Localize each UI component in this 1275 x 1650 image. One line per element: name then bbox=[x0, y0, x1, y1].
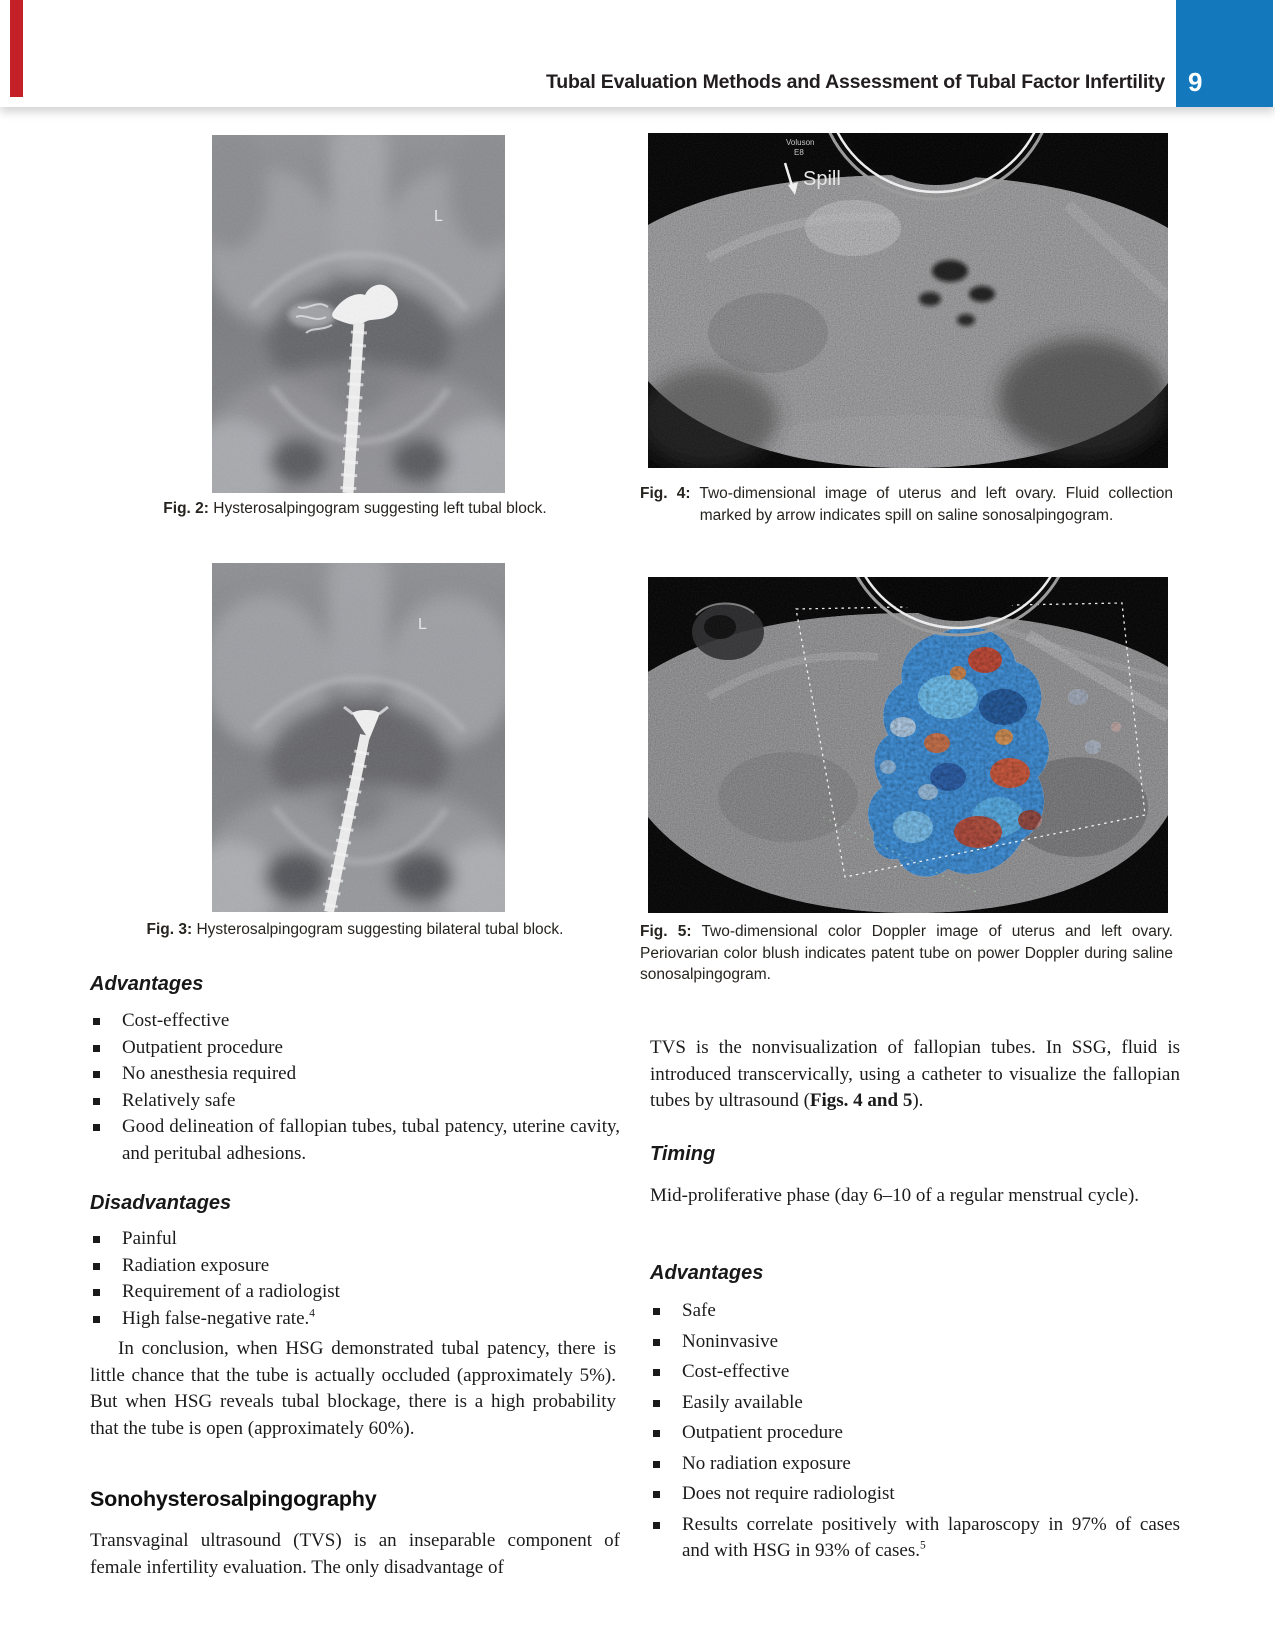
list-item-text: Good delineation of fallopian tubes, tubal patency, uterine cavity, and peritubal adhesions. bbox=[122, 1116, 620, 1164]
fig4-machine-label-line1: Voluson bbox=[786, 138, 815, 147]
tvs-paragraph-figref: Figs. 4 and 5 bbox=[809, 1090, 913, 1112]
list-item bbox=[90, 1061, 620, 1088]
list-item-text: Radiation exposure bbox=[122, 1254, 270, 1276]
list-item bbox=[90, 1253, 620, 1280]
list-item bbox=[650, 1298, 1180, 1325]
bullet-square-icon bbox=[93, 1071, 100, 1078]
bullet-square-icon bbox=[93, 1045, 100, 1052]
list-item bbox=[650, 1451, 1180, 1478]
list-item-text: Results correlate positively with laparoscopy in 97% of cases and with HSG in 93% of cases.$^5$ bbox=[682, 1513, 1180, 1561]
bullet-square-icon bbox=[93, 1263, 100, 1270]
bullet-square-icon bbox=[93, 1098, 100, 1105]
conclusion-paragraph: In conclusion, when HSG demonstrated tubal patency, there is little chance that the tube is actually occluded (approximately 5%). But when HSG reveals tubal blockage, there is a high probability that the tube is open (approximately 60%). bbox=[90, 1338, 616, 1439]
fig3-caption bbox=[90, 919, 620, 941]
list-item bbox=[650, 1390, 1180, 1417]
fig4-caption-text: Two-dimensional image of uterus and left ovary. Fluid collection marked by arrow indicates spill on saline sonosalpingogram. bbox=[690, 485, 1173, 524]
fig5-caption-label: Fig. 5: bbox=[640, 923, 692, 940]
fig4-caption-label: Fig. 4: bbox=[640, 485, 691, 502]
advantages-list-right bbox=[650, 1298, 1180, 1569]
fig4-ultrasound-image bbox=[648, 133, 1168, 468]
list-item-text: Cost-effective bbox=[122, 1010, 230, 1031]
sonohysterosalpingography-paragraph: Transvaginal ultrasound (TVS) is an inseparable component of female infertility evaluation. The only disadvantage of bbox=[90, 1530, 620, 1578]
page-number-box bbox=[1176, 0, 1273, 107]
list-item-text: Relatively safe bbox=[122, 1089, 236, 1111]
fig4-caption bbox=[640, 483, 1173, 526]
bullet-square-icon bbox=[93, 1316, 100, 1323]
bullet-square-icon bbox=[93, 1289, 100, 1296]
bullet-square-icon bbox=[653, 1369, 660, 1376]
bullet-square-icon bbox=[653, 1339, 660, 1346]
bullet-square-icon bbox=[653, 1491, 660, 1498]
fig2-xray-image bbox=[212, 135, 505, 493]
fig3-caption-text: Hysterosalpingogram suggesting bilateral tubal block. bbox=[192, 921, 564, 938]
list-item bbox=[650, 1512, 1180, 1565]
fig4-spill-annotation: Spill bbox=[803, 168, 841, 190]
fig3-side-marker: L bbox=[418, 616, 427, 633]
bullet-square-icon bbox=[93, 1124, 100, 1131]
bullet-square-icon bbox=[653, 1308, 660, 1315]
fig3-caption-label: Fig. 3: bbox=[146, 921, 193, 938]
list-item bbox=[90, 1114, 620, 1167]
fig2-caption-text: Hysterosalpingogram suggesting left tubal block. bbox=[208, 500, 547, 517]
fig2-caption bbox=[90, 498, 620, 520]
list-item-text: High false-negative rate.$^4$ bbox=[122, 1307, 315, 1329]
list-item-text: Outpatient procedure bbox=[122, 1036, 283, 1058]
list-item-text: Requirement of a radiologist bbox=[122, 1281, 340, 1302]
list-item-text: Cost-effective bbox=[682, 1361, 790, 1382]
list-item-text: Painful bbox=[122, 1228, 177, 1249]
header-red-accent-bar bbox=[10, 0, 23, 97]
list-item bbox=[90, 1088, 620, 1115]
list-item bbox=[650, 1359, 1180, 1386]
list-item bbox=[90, 1279, 620, 1306]
fig5-caption bbox=[640, 921, 1173, 986]
disadvantages-list bbox=[90, 1226, 620, 1332]
bullet-square-icon bbox=[653, 1400, 660, 1407]
list-item bbox=[90, 1035, 620, 1062]
fig5-caption-text: Two-dimensional color Doppler image of uterus and left ovary. Periovarian color blush indicates patent tube on power Doppler during saline sonosalpingogram. bbox=[640, 923, 1173, 983]
tvs-paragraph bbox=[650, 1035, 1180, 1115]
list-item bbox=[90, 1226, 620, 1253]
bullet-square-icon bbox=[653, 1522, 660, 1529]
list-item-text: No radiation exposure bbox=[682, 1452, 851, 1474]
list-item-text: Does not require radiologist bbox=[682, 1483, 895, 1504]
bullet-square-icon bbox=[653, 1461, 660, 1468]
timing-paragraph: Mid-proliferative phase (day 6–10 of a regular menstrual cycle). bbox=[650, 1185, 1140, 1206]
disadvantages-heading: Disadvantages bbox=[90, 1192, 232, 1214]
list-item bbox=[90, 1008, 620, 1035]
list-item-text: Easily available bbox=[682, 1391, 803, 1413]
running-head-title: Tubal Evaluation Methods and Assessment of Tubal Factor Infertility bbox=[546, 71, 1165, 93]
fig2-caption-label: Fig. 2: bbox=[163, 500, 209, 517]
bullet-square-icon bbox=[93, 1236, 100, 1243]
advantages-heading-left: Advantages bbox=[90, 973, 204, 995]
tvs-paragraph-text: TVS is the nonvisualization of fallopian tubes. In SSG, fluid is introduced transcervically, using a catheter to visualize the fallopian tubes by ultrasound ( bbox=[650, 1037, 1180, 1112]
fig3-xray-image bbox=[212, 563, 505, 912]
list-item bbox=[650, 1481, 1180, 1508]
list-item bbox=[90, 1306, 620, 1333]
sonohysterosalpingography-heading: Sonohysterosalpingography bbox=[90, 1487, 377, 1511]
list-item-text: Outpatient procedure bbox=[682, 1422, 843, 1443]
advantages-list-left bbox=[90, 1008, 620, 1167]
list-item-text: No anesthesia required bbox=[122, 1063, 297, 1084]
bullet-square-icon bbox=[653, 1430, 660, 1437]
fig4-machine-label-line2: E8 bbox=[794, 148, 804, 157]
tvs-paragraph-end: ). bbox=[912, 1090, 924, 1112]
fig5-doppler-image bbox=[648, 577, 1168, 913]
list-item bbox=[650, 1420, 1180, 1447]
page-number: 9 bbox=[1188, 67, 1203, 97]
list-item-text: Noninvasive bbox=[682, 1330, 779, 1352]
timing-heading: Timing bbox=[650, 1143, 716, 1165]
list-item bbox=[650, 1329, 1180, 1356]
fig2-side-marker: L bbox=[434, 208, 443, 225]
list-item-text: Safe bbox=[682, 1300, 716, 1321]
page-header bbox=[0, 0, 1275, 107]
bullet-square-icon bbox=[93, 1018, 100, 1025]
advantages-heading-right: Advantages bbox=[650, 1262, 764, 1284]
